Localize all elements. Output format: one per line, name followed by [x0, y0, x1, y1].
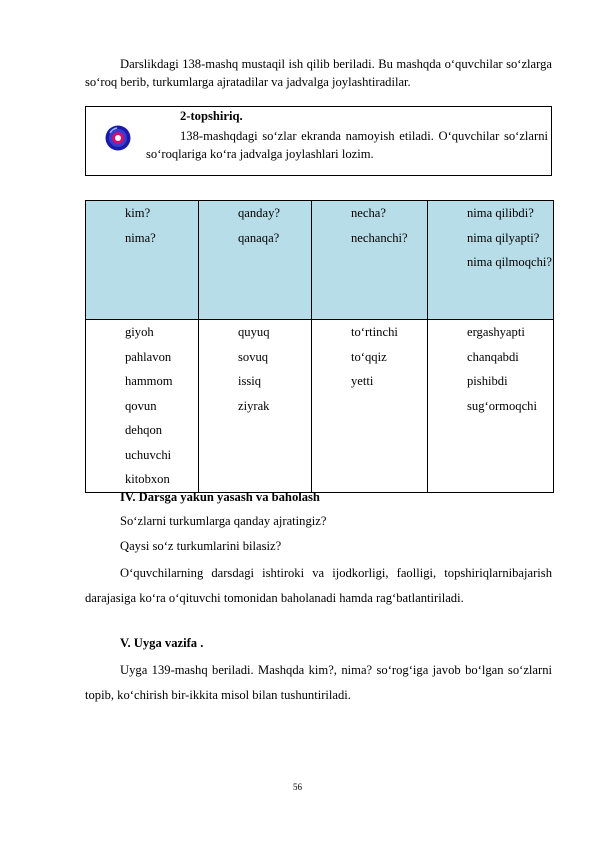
word-item: kitobxon: [125, 472, 170, 486]
intro-paragraph: Darslikdagi 138-mashq mustaqil ish qilib beriladi. Bu mashqda o‘quvchilar so‘zlarga so‘roq berib, turkumlarga ajratadilar va jadvalga joylashtiradilar.: [85, 57, 552, 89]
word-item: pishibdi: [467, 374, 508, 388]
question-label: nima qilyapti?: [467, 230, 540, 245]
word-item: hammom: [125, 374, 173, 388]
word-item: ziyrak: [238, 398, 270, 413]
question-label: necha?: [351, 206, 386, 220]
word-item: to‘rtinchi: [351, 325, 398, 339]
task-title: 2-topshiriq.: [180, 109, 243, 123]
header-cell: [86, 201, 199, 320]
word-item: sovuq: [238, 349, 269, 364]
assessment-paragraph: O‘quvchilarning darsdagi ishtiroki va ijodkorligi, faolligi, topshiriqlarnibajarish darajasiga ko‘ra o‘qituvchi tomonidan baholanadi hamda rag‘batlantiriladi.: [85, 566, 552, 605]
word-item: pahlavon: [125, 349, 172, 364]
word-item: uchuvchi: [125, 447, 172, 462]
word-cell: [312, 320, 428, 493]
question-1: So‘zlarni turkumlarga qanday ajratingiz?: [120, 514, 327, 528]
question-label: nima qilmoqchi?: [467, 255, 552, 269]
question-label: qanaqa?: [238, 230, 280, 245]
word-cell: [86, 320, 199, 493]
page-number: 56: [293, 782, 302, 792]
table-body-row: [86, 320, 554, 493]
table-header-row: [86, 201, 554, 320]
question-label: qanday?: [238, 206, 280, 220]
question-label: nechanchi?: [351, 230, 408, 245]
question-label: nima qilibdi?: [467, 206, 534, 220]
word-item: giyoh: [125, 325, 154, 339]
word-table: [85, 200, 554, 493]
word-item: yetti: [351, 374, 374, 388]
section-5-heading: V. Uyga vazifa .: [120, 636, 204, 650]
question-label: nima?: [125, 230, 156, 245]
task-text: 138-mashqdagi so‘zlar ekranda namoyish etiladi. O‘quvchilar so‘zlarni so‘roqlariga ko‘ra jadvalga joylashlari lozim.: [146, 129, 548, 161]
header-cell: [199, 201, 312, 320]
word-cell: [428, 320, 554, 493]
word-item: quyuq: [238, 325, 270, 339]
disc-icon: [105, 125, 131, 151]
word-item: ergashyapti: [467, 325, 525, 339]
homework-paragraph: Uyga 139-mashq beriladi. Mashqda kim?, nima? so‘rog‘iga javob bo‘lgan so‘zlarni topib, ko‘chirish bir-ikkita misol bilan tushuntiriladi.: [85, 663, 552, 702]
task-box: [85, 106, 552, 176]
word-item: sug‘ormoqchi: [467, 398, 537, 413]
header-cell: [312, 201, 428, 320]
section-4-heading: IV. Darsga yakun yasash va baholash: [120, 490, 320, 504]
word-item: dehqon: [125, 423, 163, 437]
word-item: issiq: [238, 374, 262, 388]
header-cell: [428, 201, 554, 320]
question-label: kim?: [125, 206, 151, 220]
word-item: chanqabdi: [467, 349, 519, 364]
word-item: to‘qqiz: [351, 349, 387, 364]
word-item: qovun: [125, 398, 157, 413]
question-2: Qaysi so‘z turkumlarini bilasiz?: [120, 539, 282, 553]
word-cell: [199, 320, 312, 493]
